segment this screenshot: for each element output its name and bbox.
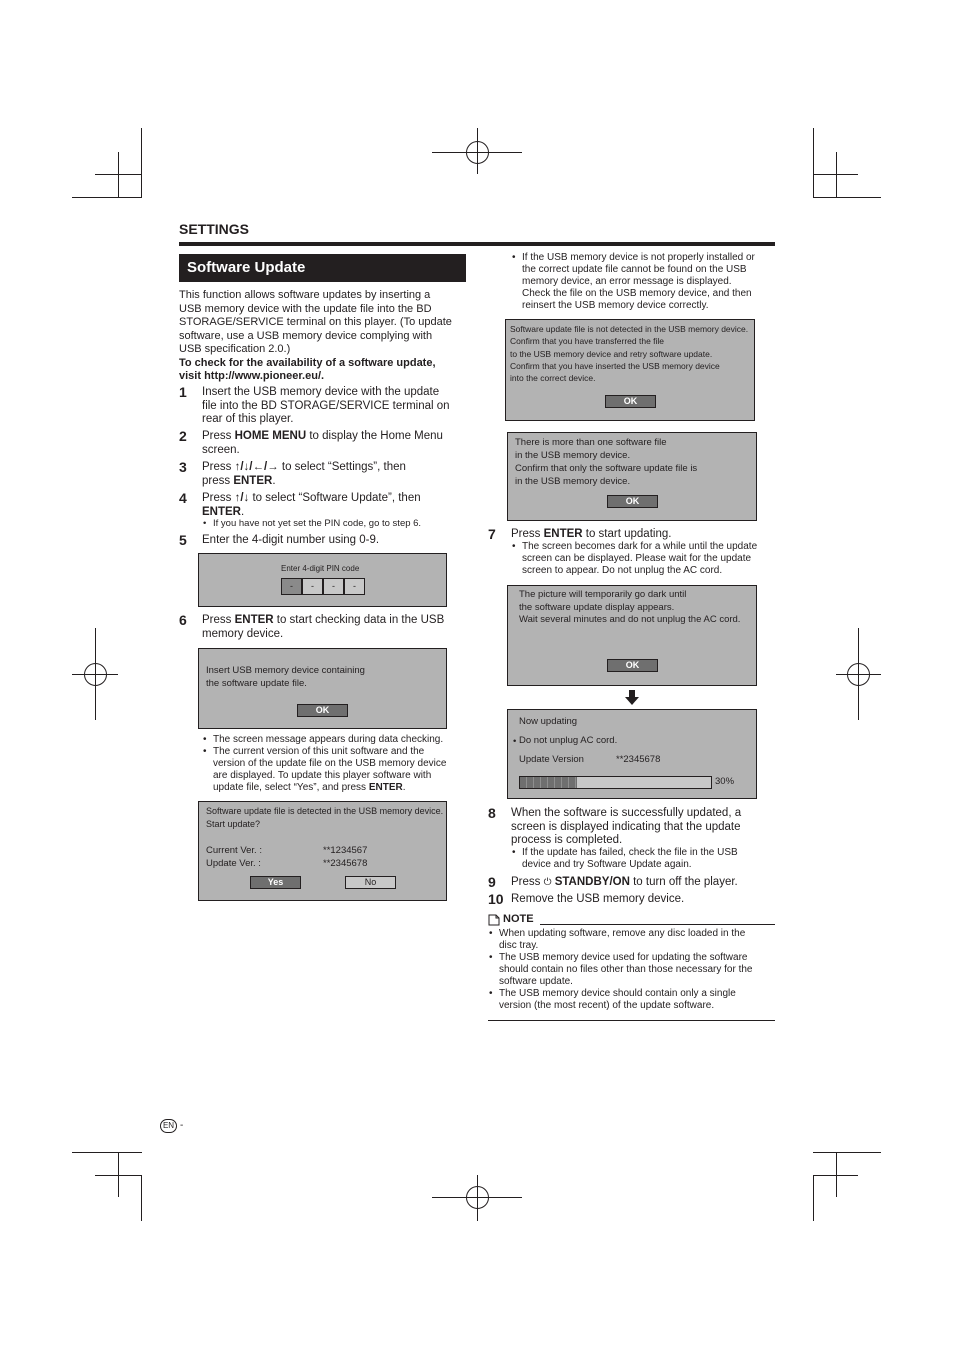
step-1-text: Insert the USB memory device with the update file into the BD STORAGE/SERVICE terminal on rear of this player. xyxy=(202,386,450,425)
step-4-note: • If you have not yet set the PIN code, go to step 6. xyxy=(213,518,421,530)
step-6-bullet-2: • The current version of this unit software and the version of the update file on the USB memory device are displayed. To update this player software with update file, select “Yes”, and press ENTER. xyxy=(213,746,468,794)
note-item-3: • The USB memory device should contain only a single version (the most recent) of the update software. xyxy=(499,988,775,1012)
page-number-suffix: - xyxy=(180,1120,184,1131)
step-8-bullet: • If the update has failed, check the file in the USB device and try Software Update again. xyxy=(522,847,777,871)
current-version-label: Current Ver. : xyxy=(206,845,262,856)
pin-label: Enter 4-digit PIN code xyxy=(281,564,360,573)
step-7-bullet: • The screen becomes dark for a while until the update screen can be displayed. Please wait for the update screen to appear. Do not unplug the AC cord. xyxy=(522,541,777,577)
ok-button[interactable]: OK xyxy=(297,704,348,717)
ok-button[interactable]: OK xyxy=(607,659,658,672)
pin-digit-2[interactable]: - xyxy=(302,578,323,595)
note-rule xyxy=(540,924,775,925)
no-button[interactable]: No xyxy=(345,876,396,889)
step-number: 7 xyxy=(488,526,496,542)
now-updating-screen xyxy=(507,709,757,799)
step-6-text: Press ENTER to start checking data in the USB memory device. xyxy=(202,614,445,640)
pin-entry-screen xyxy=(198,553,447,607)
update-version-value: **2345678 xyxy=(323,858,368,869)
multiple-files-message: There is more than one software file in the USB memory device. Confirm that only the software update file is in the USB memory device. xyxy=(515,437,698,487)
update-detected-screen xyxy=(198,801,447,901)
pin-digit-1[interactable]: - xyxy=(281,578,302,595)
ok-button[interactable]: OK xyxy=(607,495,658,508)
page-title: Software Update xyxy=(179,254,466,282)
language-badge: EN xyxy=(160,1119,177,1133)
note-bottom-rule xyxy=(488,1020,775,1021)
arrow-keys-icon: ↑/↓/←/→ xyxy=(234,461,279,473)
step-number: 6 xyxy=(179,612,187,628)
note-item-1: • When updating software, remove any disc loaded in the disc tray. xyxy=(499,928,775,952)
step-number: 8 xyxy=(488,805,496,821)
arrow-keys-icon: ↑/↓ xyxy=(234,492,250,504)
step-number: 1 xyxy=(179,384,187,400)
insert-usb-screen xyxy=(198,648,447,729)
step-8-text: When the software is successfully updated, a screen is displayed indicating that the update process is completed. xyxy=(511,807,742,846)
step-number: 9 xyxy=(488,874,496,890)
step-4-text: Press ↑/↓ to select “Software Update”, then ENTER. xyxy=(202,492,421,518)
step-5-text: Enter the 4-digit number using 0-9. xyxy=(202,534,380,546)
step-3-text: Press ↑/↓/←/→ to select “Settings”, then press ENTER. xyxy=(202,461,406,487)
power-icon: ⏻ xyxy=(543,877,552,888)
section-title: SETTINGS xyxy=(179,221,250,237)
ok-button[interactable]: OK xyxy=(605,395,656,408)
progress-bar xyxy=(519,776,712,789)
step-10-text: Remove the USB memory device. xyxy=(511,893,685,905)
step-number: 5 xyxy=(179,532,187,548)
dark-screen-message: The picture will temporarily go dark until the software update display appears. Wait several minutes and do not unplug the AC cord. xyxy=(519,589,741,625)
unplug-warning: Do not unplug AC cord. xyxy=(519,735,618,746)
pin-digit-4[interactable]: - xyxy=(344,578,365,595)
section-rule xyxy=(179,242,775,246)
warning-icon: • xyxy=(513,736,517,747)
update-version-value: **2345678 xyxy=(616,754,661,765)
progress-fill xyxy=(520,777,577,788)
note-item-2: • The USB memory device used for updating the software should contain no files other than those necessary for the software update. xyxy=(499,952,775,988)
not-detected-message: Software update file is not detected in the USB memory device. Confirm that you have transferred the file to the USB memory device and retry software update. Confirm that you have inserted the USB memory device into the correct device. xyxy=(510,324,749,384)
current-version-value: **1234567 xyxy=(323,845,368,856)
usb-error-bullet: • If the USB memory device is not properly installed or the correct update file cannot be found on the USB memory device, an error message is displayed. Check the file on the USB memory device, and then reinsert the USB memory device correctly. xyxy=(522,252,777,312)
step-6-bullet-1: • The screen message appears during data checking. xyxy=(213,734,443,746)
step-number: 10 xyxy=(488,891,504,907)
step-9-text: Press ⏻ STANDBY/ON to turn off the player. xyxy=(511,876,738,888)
insert-usb-message: Insert USB memory device containing the software update file. xyxy=(206,665,365,689)
step-2-text: Press HOME MENU to display the Home Menu screen. xyxy=(202,430,443,456)
multiple-files-screen xyxy=(507,432,757,521)
step-number: 2 xyxy=(179,428,187,444)
temporarily-dark-screen xyxy=(507,585,757,686)
note-title: NOTE xyxy=(503,913,534,925)
update-version-label: Update Ver. : xyxy=(206,858,261,869)
step-7-text: Press ENTER to start updating. xyxy=(511,528,672,540)
note-icon xyxy=(488,914,500,926)
progress-percent: 30% xyxy=(715,776,735,787)
pin-digit-3[interactable]: - xyxy=(323,578,344,595)
file-not-detected-screen xyxy=(505,319,755,421)
intro-paragraph: This function allows software updates by inserting a USB memory device with the update file into the BD STORAGE/SERVICE terminal on this player. (To update software, use a USB memory device complying with USB specification 2.0.) To check for the availability of a software update, visit http://www.pioneer.eu/. xyxy=(179,289,452,382)
update-version-label: Update Version xyxy=(519,754,584,765)
step-number: 3 xyxy=(179,459,187,475)
detected-message: Software update file is detected in the USB memory device. Start update? xyxy=(206,806,444,829)
arrow-down-icon xyxy=(625,690,639,706)
updating-title: Now updating xyxy=(519,716,578,727)
yes-button[interactable]: Yes xyxy=(250,876,301,889)
step-number: 4 xyxy=(179,490,187,506)
